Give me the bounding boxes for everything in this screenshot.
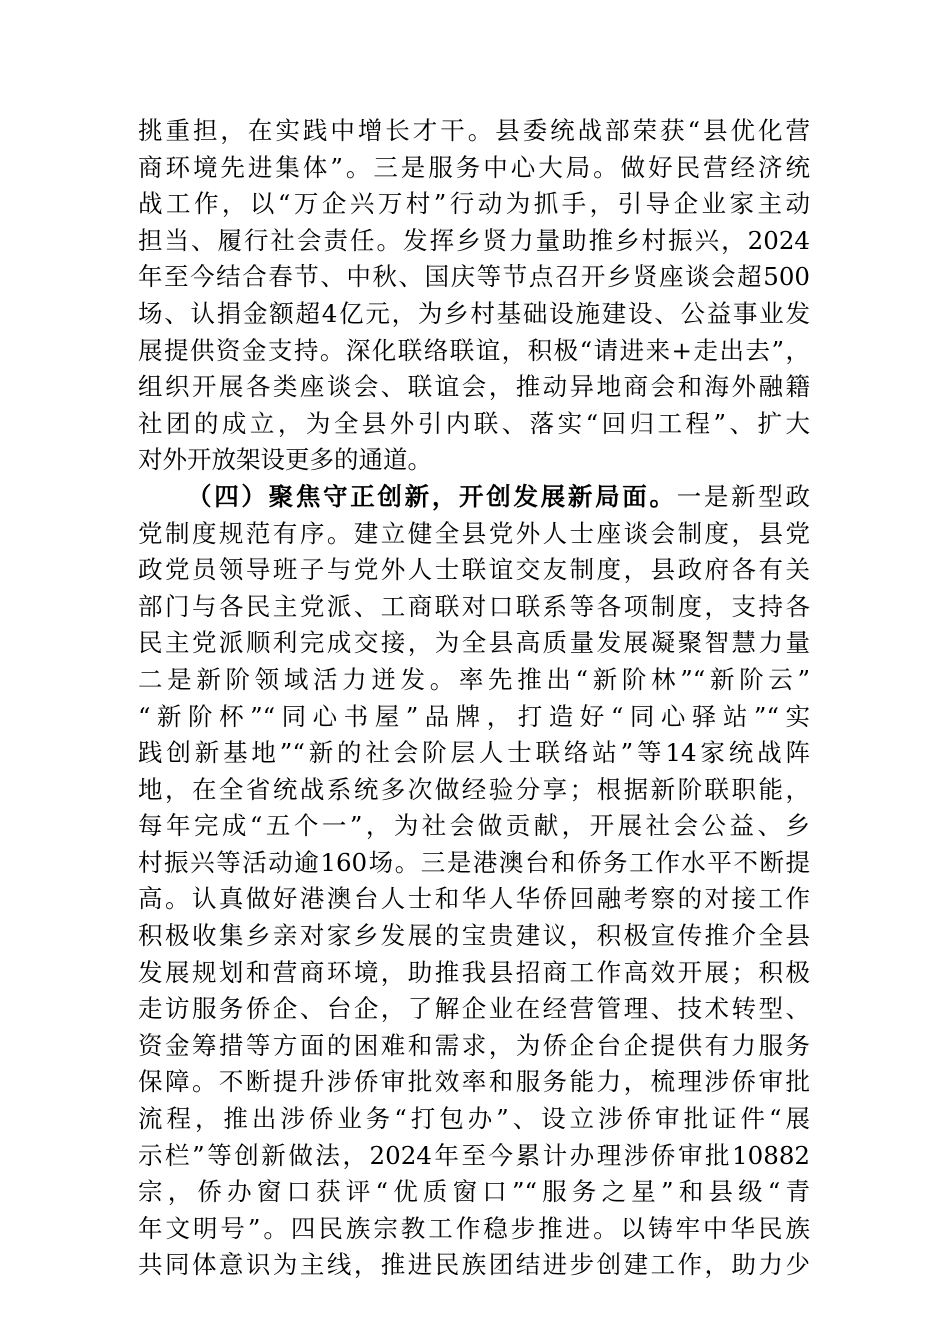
text-line: 二是新阶领域活力迸发。率先推出“新阶林”“新阶云” <box>138 664 810 694</box>
text-run: 一是新型政 <box>676 481 810 511</box>
text-line: 共同体意识为主线，推进民族团结进步创建工作，助力少 <box>138 1250 810 1280</box>
text-line: 践创新基地”“新的社会阶层人士联络站”等14家统战阵 <box>138 738 810 768</box>
text-line: 流程，推出涉侨业务“打包办”、设立涉侨审批证件“展 <box>138 1104 810 1134</box>
text-line: 展提供资金支持。深化联络联谊，积极“请进来+走出去”， <box>138 335 810 365</box>
body-text <box>138 113 810 1284</box>
text-line: 每年完成“五个一”，为社会做贡献，开展社会公益、乡 <box>138 811 810 841</box>
text-line: 宗，侨办窗口获评“优质窗口”“服务之星”和县级“青 <box>138 1177 810 1207</box>
text-line: 地，在全省统战系统多次做经验分享；根据新阶联职能， <box>138 774 810 804</box>
text-line: 社团的成立，为全县外引内联、落实“回归工程”、扩大 <box>138 408 810 438</box>
text-line: 积极收集乡亲对家乡发展的宝贵建议，积极宣传推介全县 <box>138 921 810 951</box>
text-line: 部门与各民主党派、工商联对口联系等各项制度，支持各 <box>138 591 810 621</box>
text-line: 担当、履行社会责任。发挥乡贤力量助推乡村振兴，2024 <box>138 225 810 255</box>
text-line: “新阶杯”“同心书屋”品牌，打造好“同心驿站”“实 <box>138 701 810 731</box>
text-line: 商环境先进集体”。三是服务中心大局。做好民营经济统 <box>138 152 810 182</box>
text-line: 发展规划和营商环境，助推我县招商工作高效开展；积极 <box>138 957 810 987</box>
text-line: 场、认捐金额超4亿元，为乡村基础设施建设、公益事业发 <box>138 298 810 328</box>
text-line: 对外开放架设更多的通道。 <box>138 445 432 475</box>
text-line: 高。认真做好港澳台人士和华人华侨回融考察的对接工作 <box>138 884 810 914</box>
text-line: 挑重担，在实践中增长才干。县委统战部荣获“县优化营 <box>138 116 810 145</box>
text-line: 走访服务侨企、台企，了解企业在经营管理、技术转型、 <box>138 994 810 1024</box>
text-line: 年文明号”。四民族宗教工作稳步推进。以铸牢中华民族 <box>138 1213 810 1243</box>
text-line: 民主党派顺利完成交接，为全县高质量发展凝聚智慧力量 <box>138 628 810 658</box>
text-line: 组织开展各类座谈会、联谊会，推动异地商会和海外融籍 <box>138 372 810 402</box>
section-heading-line <box>138 479 810 516</box>
text-line: 资金筹措等方面的困难和需求，为侨企台企提供有力服务 <box>138 1030 810 1060</box>
text-line: 年至今结合春节、中秋、国庆等节点召开乡贤座谈会超500 <box>138 262 810 292</box>
text-line: 党制度规范有序。建立健全县党外人士座谈会制度，县党 <box>138 518 810 548</box>
text-line: 战工作，以“万企兴万村”行动为抓手，引导企业家主动 <box>138 189 810 219</box>
text-line: 村振兴等活动逾160场。三是港澳台和侨务工作水平不断提 <box>138 847 810 877</box>
text-line: 政党员领导班子与党外人士联谊交友制度，县政府各有关 <box>138 555 810 585</box>
text-line: 示栏”等创新做法，2024年至今累计办理涉侨审批10882 <box>138 1140 810 1170</box>
section-heading: （四）聚焦守正创新，开创发展新局面。 <box>187 481 677 511</box>
text-line: 保障。不断提升涉侨审批效率和服务能力，梳理涉侨审批 <box>138 1067 810 1097</box>
